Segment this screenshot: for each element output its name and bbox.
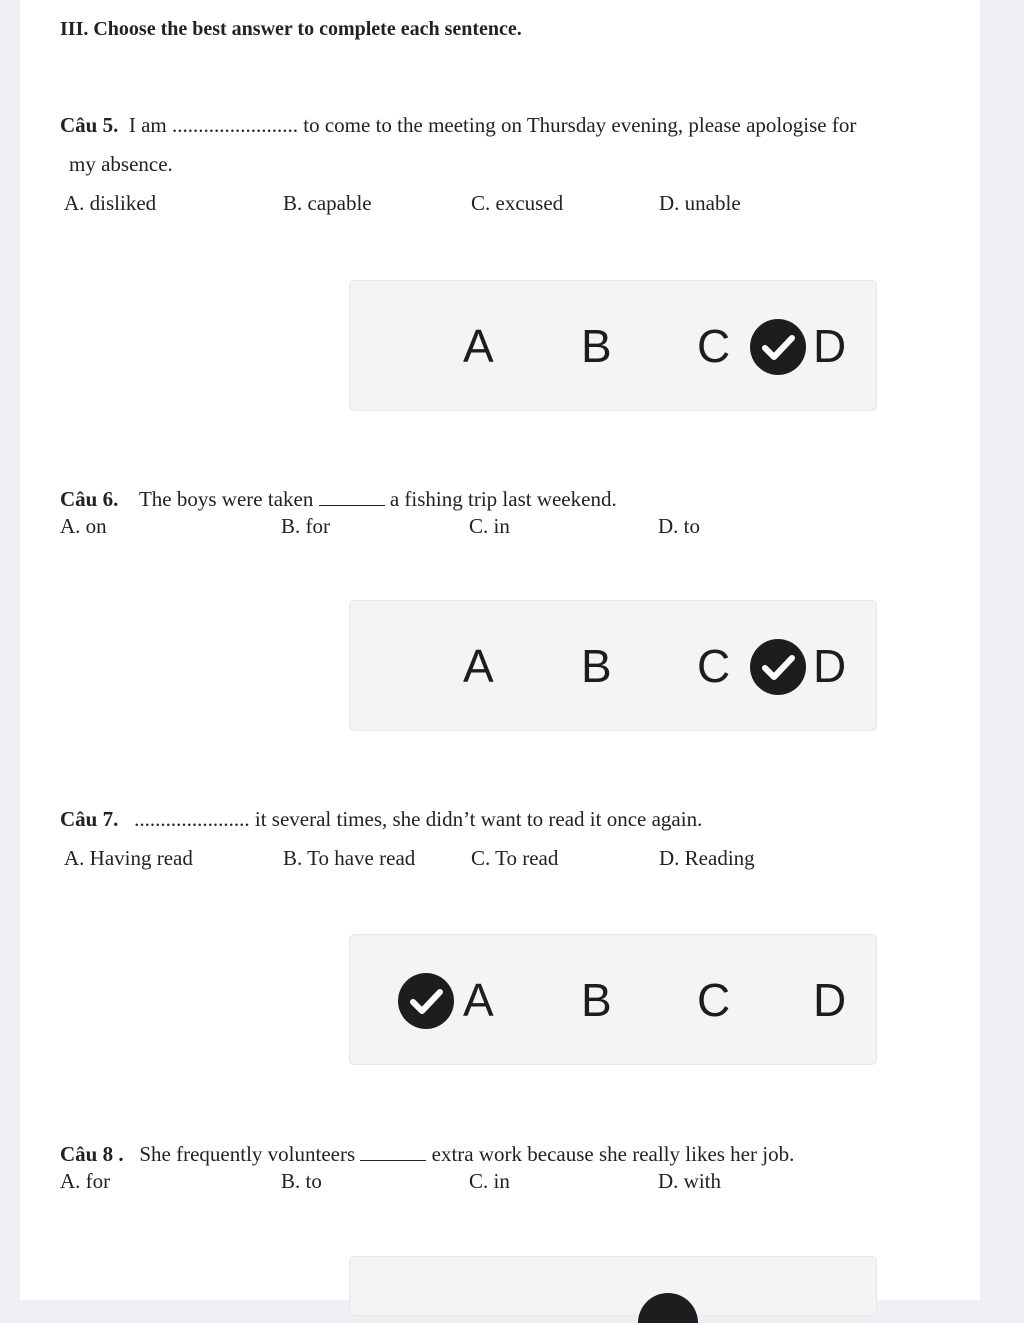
option-c: C. in — [469, 514, 510, 538]
check-circle-icon — [638, 1293, 698, 1323]
question-5-line-2: my absence. — [69, 152, 173, 176]
answer-selector-q5 — [349, 280, 877, 411]
check-circle-icon — [398, 973, 454, 1029]
question-blank: ...................... — [134, 807, 250, 831]
answer-choice-c[interactable]: C — [697, 640, 731, 692]
check-circle-icon — [750, 639, 806, 695]
question-text-after: to come to the meeting on Thursday evening, please apologise for — [303, 113, 857, 137]
section-heading: III. Choose the best answer to complete each sentence. — [60, 18, 522, 40]
answer-choice-d[interactable]: D — [813, 974, 847, 1026]
question-8-line-1 — [60, 1142, 794, 1167]
question-text-before: The boys were taken — [138, 487, 314, 511]
question-text-before: I am — [128, 113, 167, 137]
option-b: B. for — [281, 514, 330, 538]
option-b: B. To have read — [283, 846, 416, 870]
option-a: A. disliked — [64, 191, 157, 215]
answer-selector-q6 — [349, 600, 877, 731]
option-b: B. capable — [283, 191, 372, 215]
answer-choice-c[interactable]: C — [697, 320, 731, 372]
question-text-after: extra work because she really likes her job. — [431, 1142, 795, 1166]
option-d: D. unable — [659, 191, 741, 215]
answer-selector-q8 — [349, 1256, 877, 1316]
answer-choice-b[interactable]: B — [581, 974, 612, 1026]
answer-choice-a[interactable]: A — [463, 640, 494, 692]
answer-choice-a[interactable]: A — [463, 974, 494, 1026]
option-c: C. To read — [471, 846, 559, 870]
option-c: C. in — [469, 1169, 510, 1193]
option-d: D. to — [658, 514, 700, 538]
option-d: D. Reading — [659, 846, 755, 870]
option-a: A. for — [60, 1169, 111, 1193]
check-circle-icon — [750, 319, 806, 375]
question-blank — [360, 1142, 426, 1161]
option-a: A. on — [60, 514, 107, 538]
question-blank — [319, 487, 385, 506]
option-c: C. excused — [471, 191, 564, 215]
option-a: A. Having read — [64, 846, 193, 870]
answer-choice-b[interactable]: B — [581, 320, 612, 372]
answer-choice-b[interactable]: B — [581, 640, 612, 692]
question-text-after: it several times, she didn’t want to read it once again. — [254, 807, 703, 831]
answer-choice-c[interactable]: C — [697, 974, 731, 1026]
question-5-line-1 — [60, 113, 856, 138]
answer-choice-d[interactable]: D — [813, 640, 847, 692]
question-number: Câu 5. — [60, 113, 119, 137]
question-number: Câu 6. — [60, 487, 119, 511]
question-text-before: She frequently volunteers — [139, 1142, 356, 1166]
question-number: Câu 8 . — [60, 1142, 124, 1166]
question-text-after: a fishing trip last weekend. — [389, 487, 617, 511]
answer-choice-a[interactable]: A — [463, 320, 494, 372]
question-number: Câu 7. — [60, 807, 119, 831]
question-blank: ........................ — [172, 113, 299, 137]
answer-choice-d[interactable]: D — [813, 320, 847, 372]
answer-selector-q7 — [349, 934, 877, 1065]
option-b: B. to — [281, 1169, 322, 1193]
option-d: D. with — [658, 1169, 721, 1193]
question-6-line-1 — [60, 487, 617, 512]
question-7-line-1 — [60, 807, 702, 832]
